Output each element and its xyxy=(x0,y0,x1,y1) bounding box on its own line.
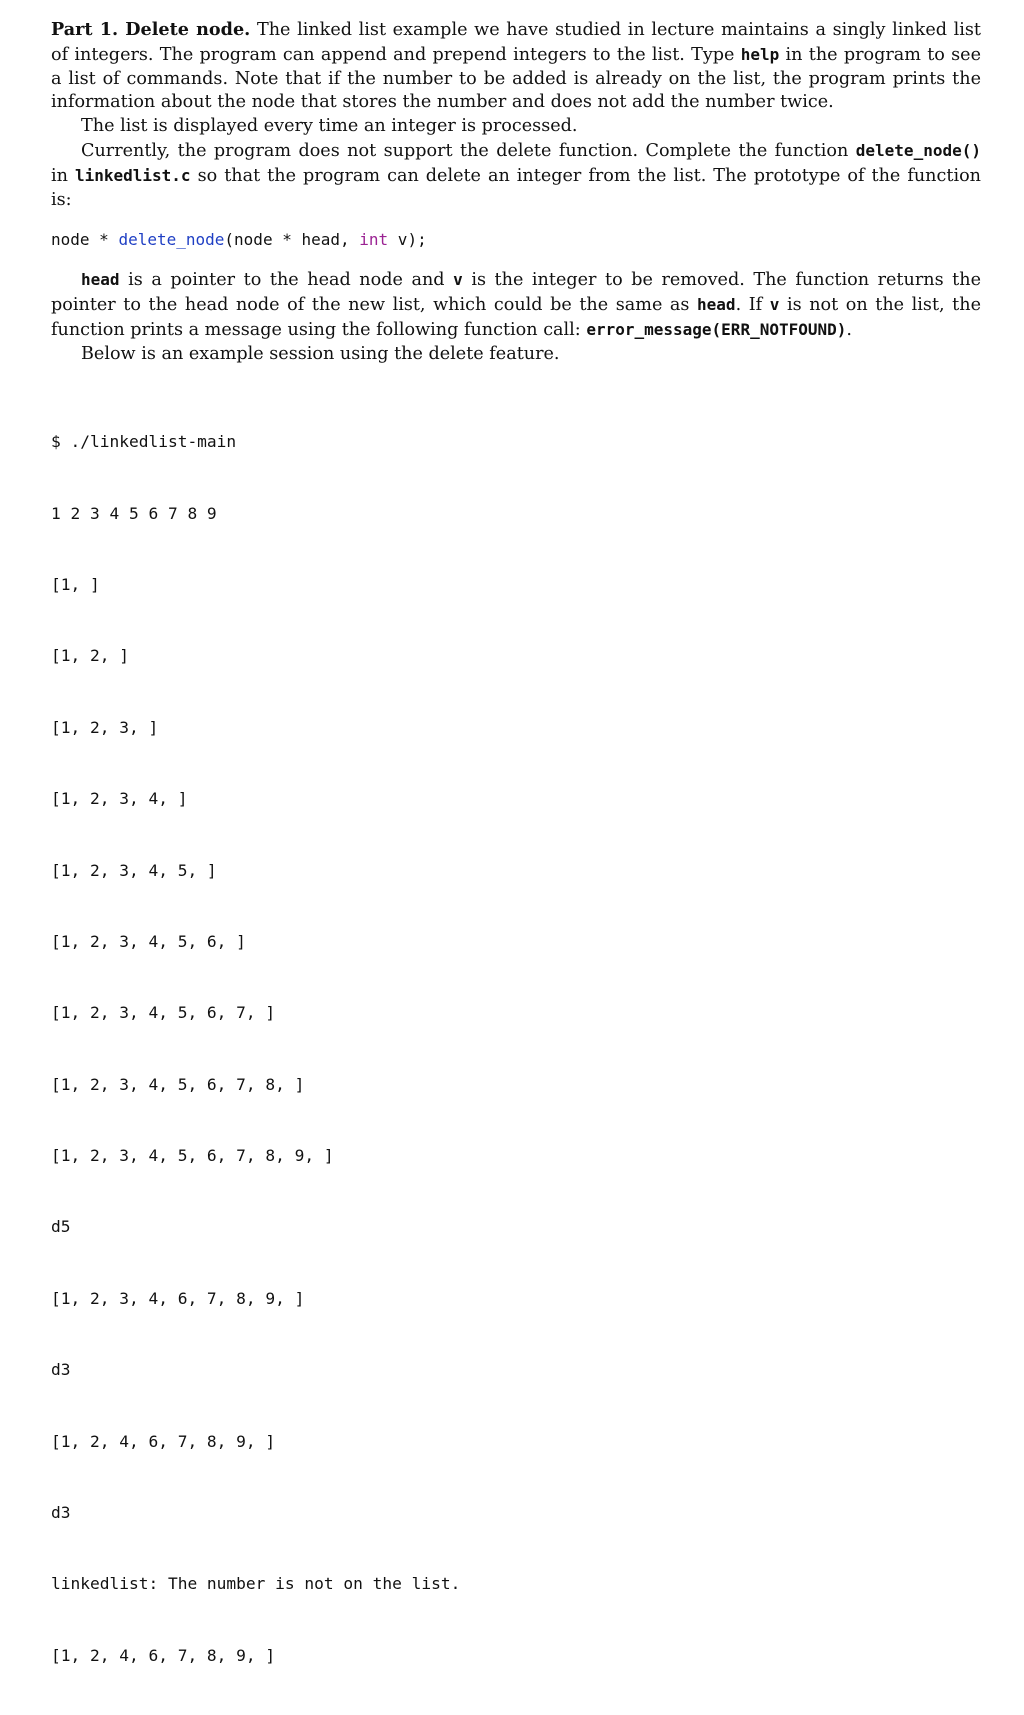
params-text-4: is not on the list, the function prints a message using the following function call: xyxy=(51,295,981,340)
params-text-1: is a pointer to the head node and xyxy=(119,270,454,291)
session-line: [1, 2, 3, 4, ] xyxy=(51,789,188,809)
session-line: [1, 2, 3, 4, 5, ] xyxy=(51,860,217,880)
session-line: d3 xyxy=(51,1360,71,1380)
session-line: [1, 2, 3, 4, 5, 6, 7, ] xyxy=(51,1003,276,1023)
code-v-2: v xyxy=(769,295,780,315)
params-text-5: . xyxy=(846,319,852,340)
session-line: [1, 2, 4, 6, 7, 8, 9, ] xyxy=(51,1645,276,1665)
session-line: [1, 2, 3, 4, 5, 6, 7, 8, 9, ] xyxy=(51,1146,334,1166)
task-text-2: in xyxy=(51,165,75,186)
proto-params-open: (node * head, xyxy=(224,230,360,250)
task-paragraph xyxy=(51,139,981,212)
session-line: [1, 2, 3, 4, 6, 7, 8, 9, ] xyxy=(51,1288,305,1308)
session-line: [1, ] xyxy=(51,574,100,594)
session-line: $ ./linkedlist-main xyxy=(51,432,237,452)
function-prototype xyxy=(51,228,981,252)
display-paragraph: The list is displayed every time an integer is processed. xyxy=(81,116,578,137)
session-line: [1, 2, 3, ] xyxy=(51,717,159,737)
example-intro-paragraph: Below is an example session using the delete feature. xyxy=(81,343,560,364)
intro-paragraph xyxy=(51,18,981,115)
document-page xyxy=(51,18,981,1715)
code-head: head xyxy=(81,270,120,290)
code-help: help xyxy=(740,44,780,64)
proto-int-keyword: int xyxy=(359,230,389,250)
code-error-message: error_message(ERR_NOTFOUND) xyxy=(586,319,847,339)
part-heading: Part 1. Delete node. xyxy=(51,19,251,40)
session-line: [1, 2, 3, 4, 5, 6, ] xyxy=(51,931,246,951)
task-text-3: so that the program can delete an integer from the list. The prototype of the function is: xyxy=(51,165,981,210)
proto-function-name: delete_node xyxy=(118,230,225,250)
intro-text-1: The linked list example we have studied in lecture maintains a singly linked list of integers. The program can append and prepend integers to the list. Type xyxy=(51,20,982,65)
session-line: [1, 2, 3, 4, 5, 6, 7, 8, ] xyxy=(51,1074,305,1094)
task-text-1: Currently, the program does not support the delete function. Complete the function xyxy=(81,140,856,161)
session-line: 1 2 3 4 5 6 7 8 9 xyxy=(51,503,217,523)
example-session xyxy=(51,383,981,1715)
session-line: linkedlist: The number is not on the list. xyxy=(51,1574,461,1594)
session-line: [1, 2, 4, 6, 7, 8, 9, ] xyxy=(51,1431,276,1451)
code-v: v xyxy=(453,270,463,290)
params-text-3: . If xyxy=(735,295,770,316)
code-filename: linkedlist.c xyxy=(74,165,191,185)
params-paragraph xyxy=(51,268,981,342)
intro-text-2: in the program to see a list of commands. Note that if the number to be added is already on the list, the program prints the information about the node that stores the number and does not add the number twice. xyxy=(51,44,982,113)
proto-params-close: v); xyxy=(388,230,427,250)
session-line: [1, 2, ] xyxy=(51,646,129,666)
code-delete-node: delete_node() xyxy=(855,140,981,160)
session-line: d3 xyxy=(51,1503,71,1523)
params-text-2: is the integer to be removed. The function returns the pointer to the head node of the new list, which could be the same as xyxy=(51,270,981,316)
session-line: d5 xyxy=(51,1217,71,1237)
proto-return-type: node * xyxy=(51,230,119,250)
code-head-2: head xyxy=(697,295,736,315)
